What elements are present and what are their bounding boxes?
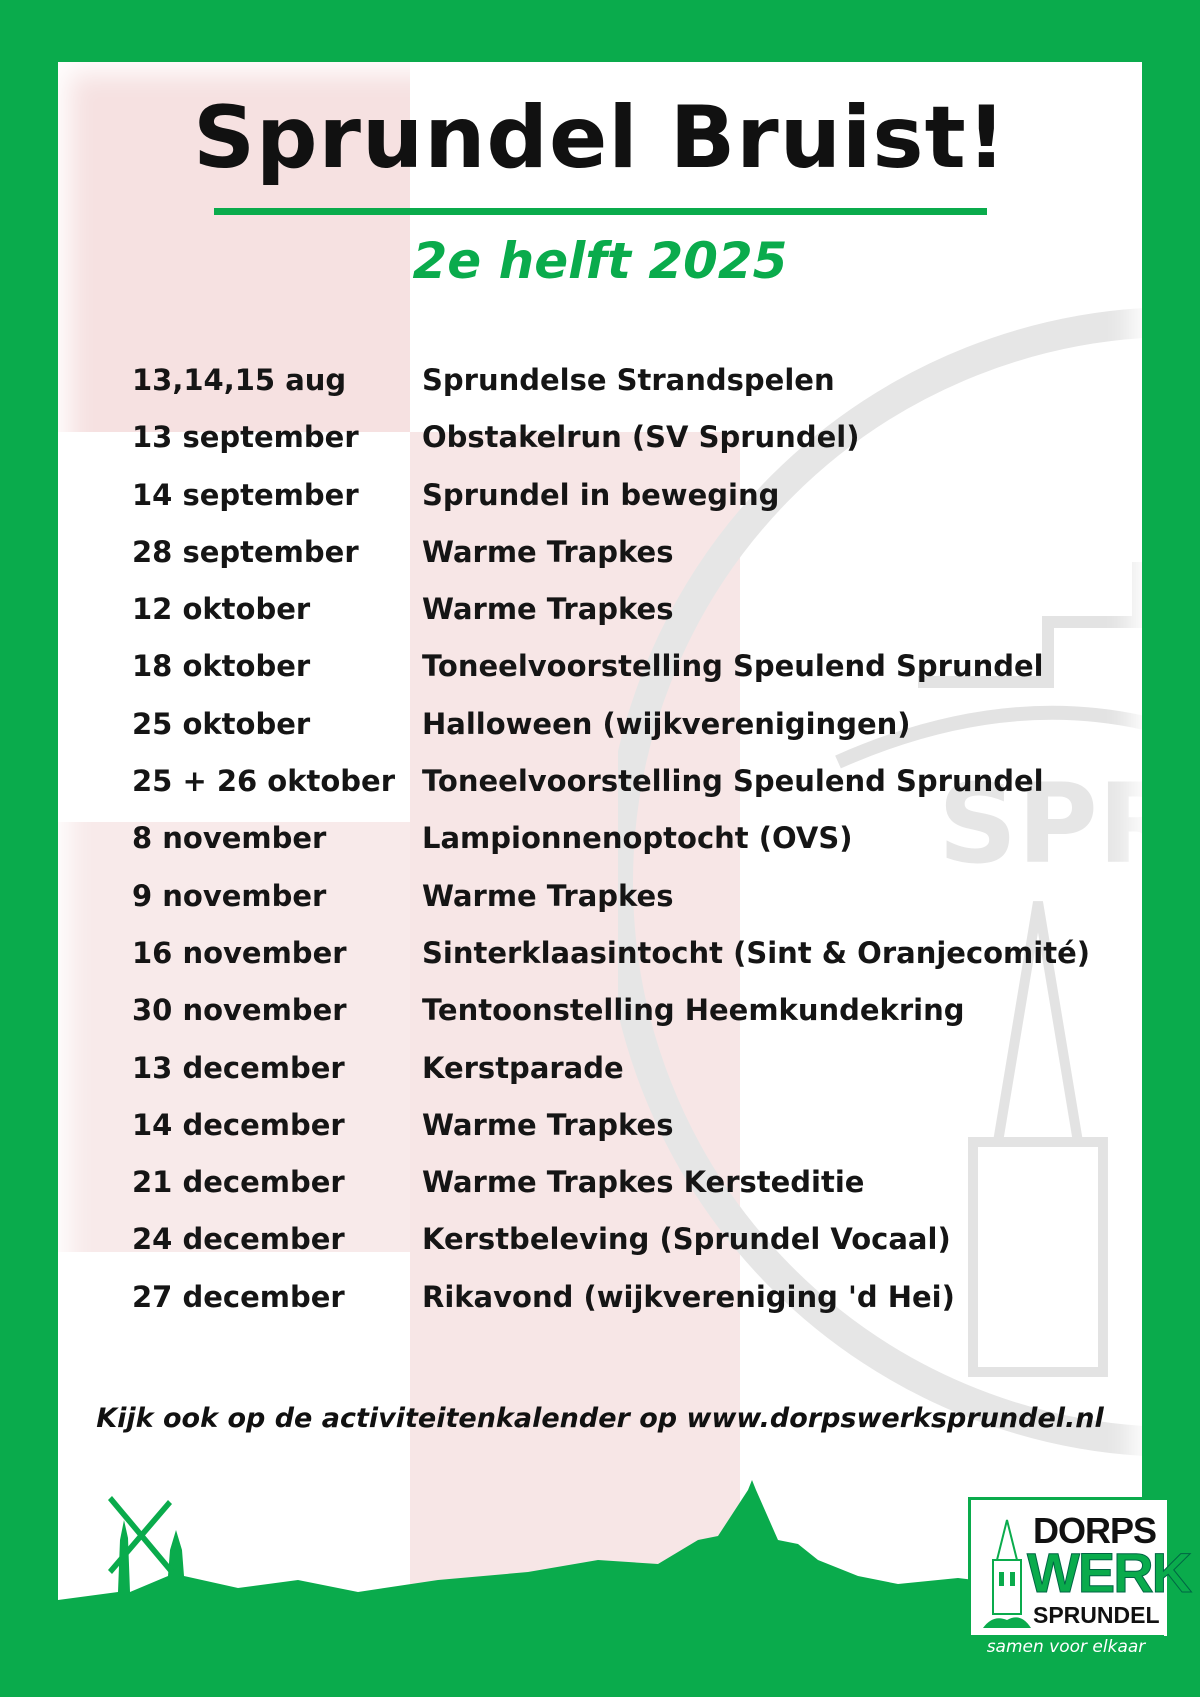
event-row <box>132 1165 1132 1222</box>
event-name: Obstakelrun (SV Sprundel) <box>422 420 860 455</box>
event-date: 27 december <box>132 1279 345 1314</box>
event-row <box>132 1222 1132 1279</box>
event-list <box>132 363 1132 1337</box>
event-row <box>132 1280 1132 1337</box>
event-row <box>132 535 1132 592</box>
event-name: Warme Trapkes Kersteditie <box>422 1165 865 1200</box>
event-name: Warme Trapkes <box>422 1107 674 1142</box>
event-name: Sinterklaasintocht (Sint & Oranjecomité) <box>422 935 1091 970</box>
watermark-text: SPR <box>938 760 1183 888</box>
event-date: 24 december <box>132 1222 345 1257</box>
event-date: 21 december <box>132 1165 345 1200</box>
event-date: 25 oktober <box>132 706 311 741</box>
event-row <box>132 1108 1132 1165</box>
footer-note: Kijk ook op de activiteitenkalender op www.dorpswerksprundel.nl <box>96 1403 1104 1434</box>
event-date: 13 september <box>132 420 359 455</box>
title-divider <box>214 208 987 215</box>
event-row <box>132 879 1132 936</box>
event-name: Lampionnenoptocht (OVS) <box>422 821 853 856</box>
event-row <box>132 707 1132 764</box>
event-row <box>132 592 1132 649</box>
event-date: 28 september <box>132 534 359 569</box>
event-name: Warme Trapkes <box>422 592 674 627</box>
event-date: 13 december <box>132 1050 345 1085</box>
event-row <box>132 420 1132 477</box>
logo-frame <box>968 1497 1191 1639</box>
event-row <box>132 478 1132 535</box>
page-title: Sprundel Bruist! <box>193 88 1007 188</box>
event-row <box>132 649 1132 706</box>
event-row <box>132 936 1132 993</box>
event-date: 14 september <box>132 477 359 512</box>
logo-text-dorps: DORPS <box>1033 1510 1157 1551</box>
event-date: 16 november <box>132 935 347 970</box>
logo-text-werk: WERK <box>1027 1541 1191 1604</box>
event-row <box>132 764 1132 821</box>
event-date: 25 + 26 oktober <box>132 764 396 799</box>
event-row <box>132 993 1132 1050</box>
event-name: Kerstbeleving (Sprundel Vocaal) <box>422 1222 951 1257</box>
event-row <box>132 1051 1132 1108</box>
event-name: Warme Trapkes <box>422 878 674 913</box>
event-name: Sprundelse Strandspelen <box>422 363 835 397</box>
event-row <box>132 363 1132 420</box>
event-name: Tentoonstelling Heemkundekring <box>422 993 965 1028</box>
event-name: Sprundel in beweging <box>422 477 780 512</box>
event-row <box>132 821 1132 878</box>
event-name: Toneelvoorstelling Speulend Sprundel <box>422 764 1044 799</box>
event-date: 9 november <box>132 878 327 913</box>
event-name: Warme Trapkes <box>422 534 674 569</box>
event-name: Kerstparade <box>422 1050 624 1085</box>
logo-text-sprundel: SPRUNDEL <box>1033 1602 1160 1628</box>
event-date: 14 december <box>132 1107 345 1142</box>
event-date: 8 november <box>132 821 327 856</box>
event-name: Toneelvoorstelling Speulend Sprundel <box>422 649 1044 684</box>
event-date: 13,14,15 aug <box>132 363 347 397</box>
event-name: Rikavond (wijkvereniging 'd Hei) <box>422 1279 955 1314</box>
dorpswerk-logo <box>968 1497 1191 1657</box>
event-date: 12 oktober <box>132 592 311 627</box>
page-subtitle: 2e helft 2025 <box>412 232 788 290</box>
event-date: 30 november <box>132 993 347 1028</box>
event-date: 18 oktober <box>132 649 311 684</box>
event-name: Halloween (wijkverenigingen) <box>422 706 911 741</box>
logo-tagline: samen voor elkaar <box>968 1635 1164 1659</box>
